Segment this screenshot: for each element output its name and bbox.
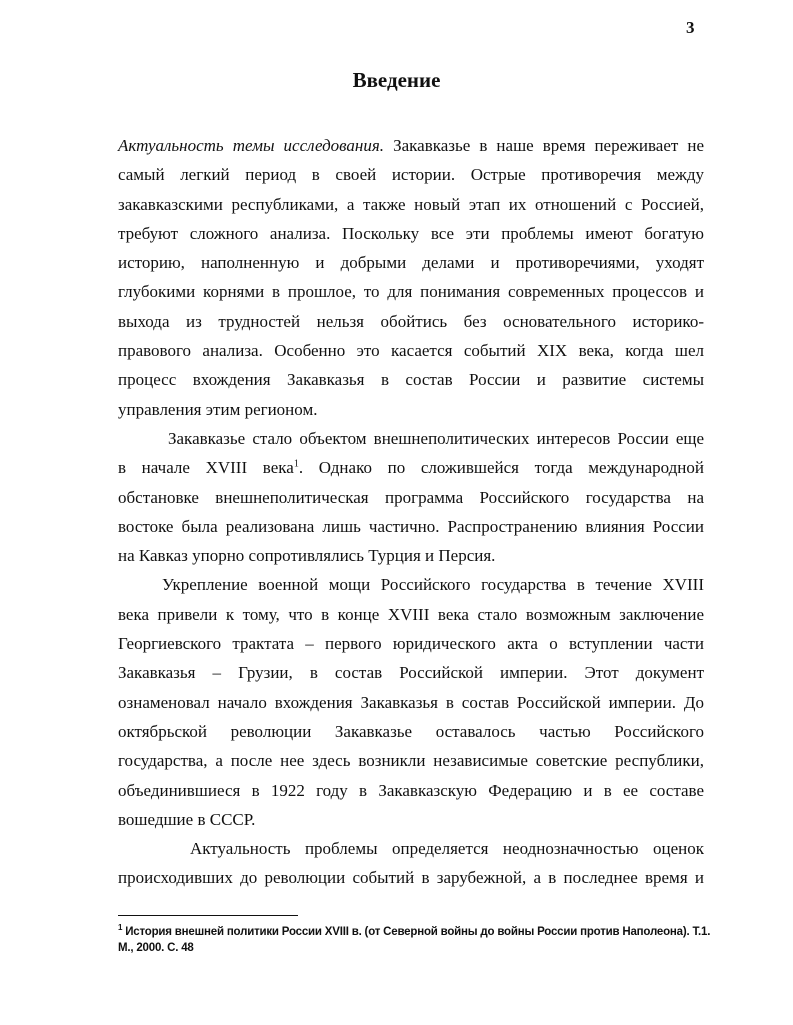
text-line: закавказскими республиками, а также новый этап их отношений с Россией, [118,194,704,214]
paragraph-3 [118,570,704,834]
page-number: 3 [686,18,695,37]
paragraph-4 [118,834,704,893]
text-line: Закавказье стало объектом внешнеполитических интересов России еще [168,428,704,448]
text-line: октябрьской революции Закавказье оставалось частью Российского [118,721,704,741]
text-line: правового анализа. Особенно это касается событий XIX века, когда шел [118,341,704,361]
text-line: Актуальность темы исследования. Закавказье в наше время переживает не [118,136,705,155]
text-line: века привели к тому, что в конце XVIII века стало возможным заключение [118,604,704,624]
text-line: востоке была реализована лишь частично. Распространению влияния России [118,516,704,536]
italic-lead: Актуальность темы исследования. [118,136,385,155]
text-line: самый легкий период в своей истории. Острые противоречия между [118,165,704,185]
text-line: обстановке внешнеполитическая программа Российского государства на [118,487,704,507]
text-line: вошедшие в СССР. [118,809,256,829]
paragraph-1 [118,131,704,424]
paragraph-2 [118,424,704,570]
page-title: Введение [352,68,441,92]
text-line: глубокими корнями в прошлое, то для понимания современных процессов и [118,282,704,302]
text-line: происходивших до революции событий в зарубежной, а в последнее время и [118,868,704,888]
text-line: требуют сложного анализа. Поскольку все эти проблемы имеют богатую [118,223,704,243]
footnote [118,924,718,956]
footnote-number: 1 [118,923,123,933]
text-line: государства, а после нее здесь возникли независимые советские республики, [118,751,704,771]
text-line: процесс вхождения Закавказья в состав России и развитие системы [118,370,704,390]
text-line: Георгиевского трактата – первого юридического акта о вступлении части [118,634,704,654]
footnote-ref[interactable]: 1 [293,458,299,470]
document-body [118,131,704,893]
text-line: ознаменовал начало вхождения Закавказья в состав Российской империи. До [118,692,704,712]
footnote-line: $^1$ История внешней политики России XVIII в. (от Северной войны до войны России против Наполеона). Т.1. [118,923,711,938]
text-line: объединившиеся в 1922 году в Закавказскую Федерацию и в ее составе [118,780,704,800]
footnote-separator [118,915,298,916]
text-line: историю, наполненную и добрыми делами и противоречиями, уходят [118,253,704,273]
text-line: Актуальность проблемы определяется неоднозначностью оценок [190,839,704,859]
text-line: Закавказья – Грузии, в состав Российской империи. Этот документ [118,663,704,683]
text-line: на Кавказ упорно сопротивлялись Турция и Персия. [118,546,496,566]
text-line: управления этим регионом. [118,399,318,419]
text-line: в начале XVIII века$^1$. Однако по сложившейся тогда международной [118,458,704,478]
footnote-line: М., 2000. С. 48 [118,942,194,954]
text-line: Укрепление военной мощи Российского государства в течение XVIII [162,575,704,595]
text-line: выхода из трудностей нельзя обойтись без основательного историко- [118,311,704,331]
